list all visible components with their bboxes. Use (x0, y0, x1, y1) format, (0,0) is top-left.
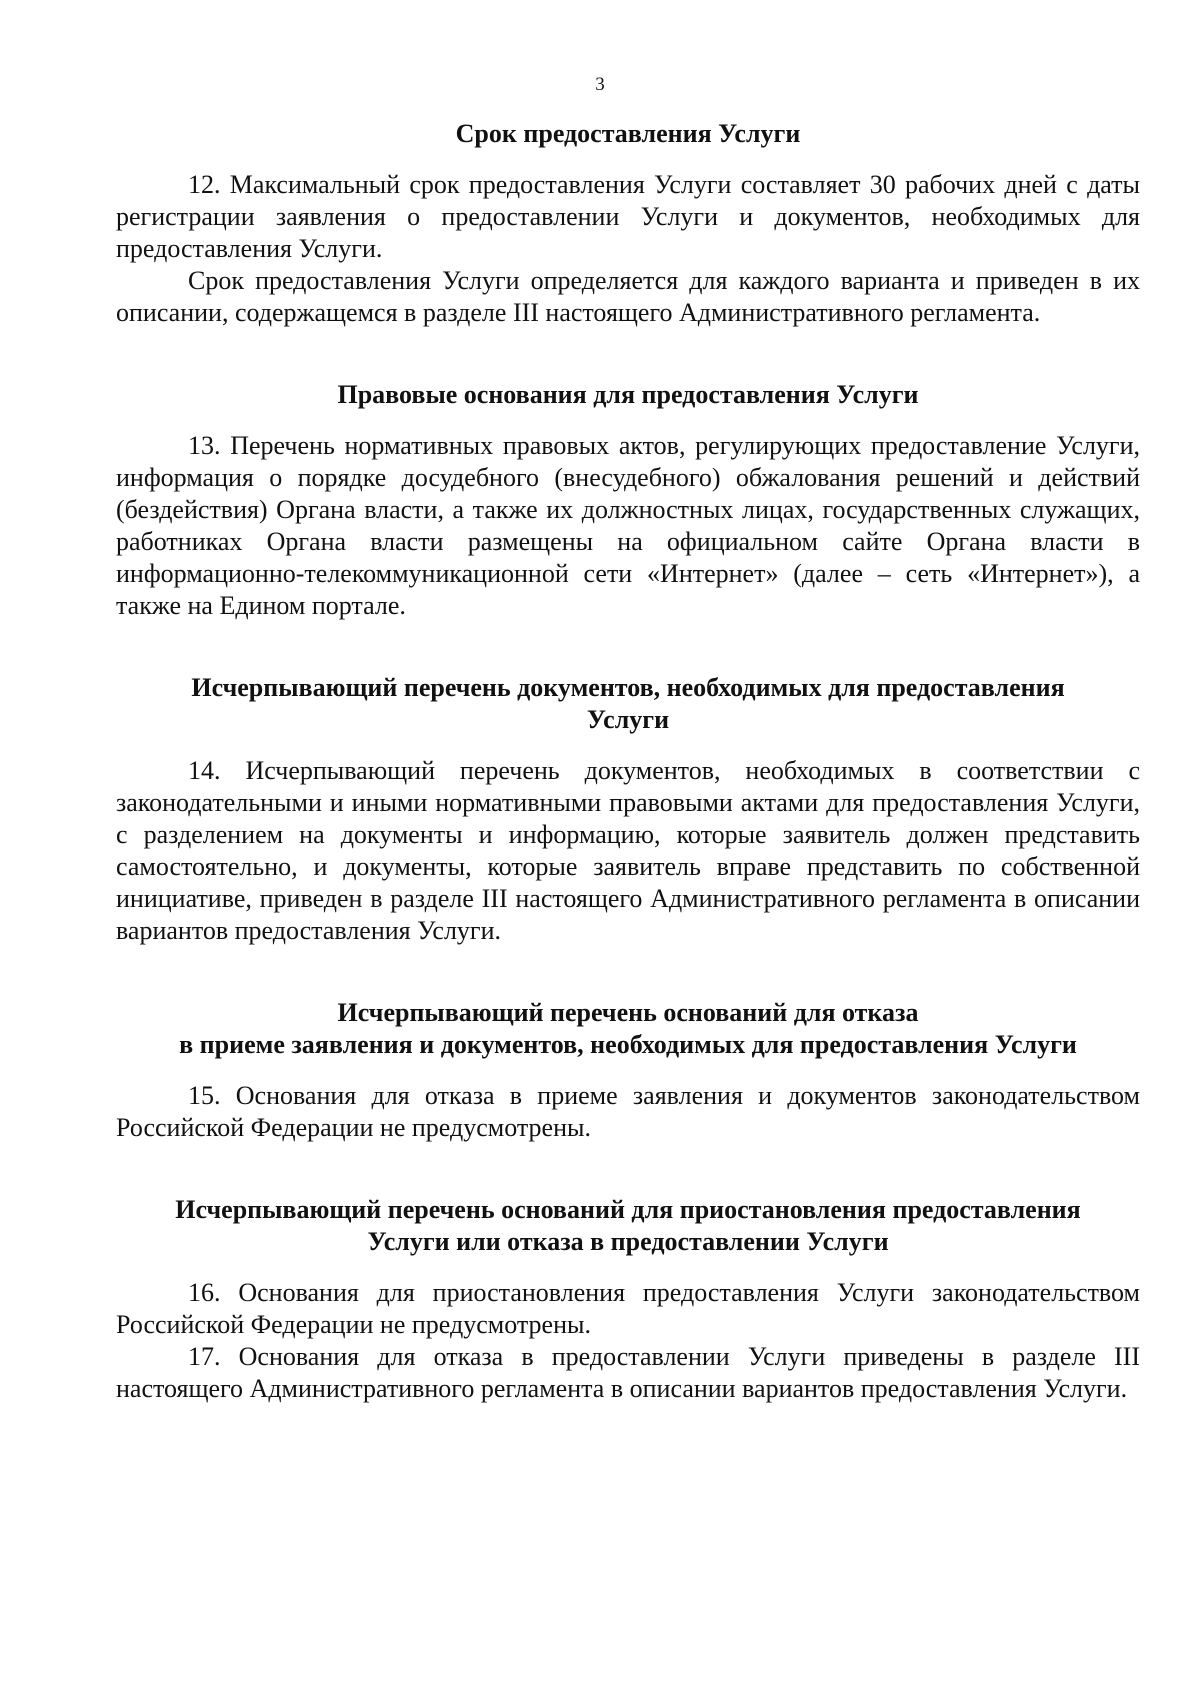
document-body (116, 118, 1140, 1405)
paragraph-15: 15. Основания для отказа в приеме заявления и документов законодательством Российской Федерации не предусмотрены. (116, 1081, 1140, 1142)
section-suspension-refusal (116, 1194, 1140, 1405)
paragraph-13: 13. Перечень нормативных правовых актов, регулирующих предоставление Услуги, информация о порядке досудебного (внесудебного) обжалования решений и действий (бездействия) Органа власти, а также их должностных лицах, государственных служащих, работниках Органа власти размещены на официальном сайте Органа власти в информационно-телекоммуникационной сети «Интернет» (далее – сеть «Интернет»), а также на Едином портале. (116, 431, 1140, 620)
heading-line: Правовые основания для предоставления Услуги (337, 380, 919, 409)
paragraph-17: 17. Основания для отказа в предоставлении Услуги приведены в разделе III настоящего Административного регламента в описании вариантов предоставления Услуги. (116, 1342, 1140, 1403)
heading-line: Исчерпывающий перечень оснований для отказа (337, 998, 919, 1027)
paragraph-14: 14. Исчерпывающий перечень документов, необходимых в соответствии с законодательными и иными нормативными правовыми актами для предоставления Услуги, с разделением на документы и информацию, которые заявитель должен представить самостоятельно, и документы, которые заявитель вправе представить по собственной инициативе, приведен в разделе III настоящего Административного регламента в описании вариантов предоставления Услуги. (116, 756, 1140, 945)
section-heading (116, 997, 1140, 1061)
heading-line: Исчерпывающий перечень оснований для приостановления предоставления (175, 1195, 1081, 1224)
section-documents-list (116, 672, 1140, 947)
heading-line: в приеме заявления и документов, необходимых для предоставления Услуги (179, 1030, 1077, 1059)
section-legal-basis (116, 379, 1140, 622)
heading-line: Услуги (586, 705, 670, 734)
heading-line: Услуги или отказа в предоставлении Услуги (367, 1227, 889, 1256)
paragraph-12: 12. Максимальный срок предоставления Услуги составляет 30 рабочих дней с даты регистрации заявления о предоставлении Услуги и документов, необходимых для предоставления Услуги. (116, 170, 1140, 263)
paragraph-16: 16. Основания для приостановления предоставления Услуги законодательством Российской Федерации не предусмотрены. (116, 1278, 1140, 1339)
section-heading (116, 118, 1140, 150)
heading-line: Исчерпывающий перечень документов, необходимых для предоставления (191, 673, 1065, 702)
section-heading (116, 379, 1140, 411)
section-heading (116, 672, 1140, 736)
heading-line: Срок предоставления Услуги (455, 119, 801, 148)
paragraph-term-variants: Срок предоставления Услуги определяется для каждого варианта и приведен в их описании, содержащемся в разделе III настоящего Административного регламента. (116, 266, 1140, 327)
section-refusal-acceptance (116, 997, 1140, 1144)
section-term (116, 118, 1140, 329)
section-heading (116, 1194, 1140, 1258)
page-number: 3 (595, 74, 605, 95)
